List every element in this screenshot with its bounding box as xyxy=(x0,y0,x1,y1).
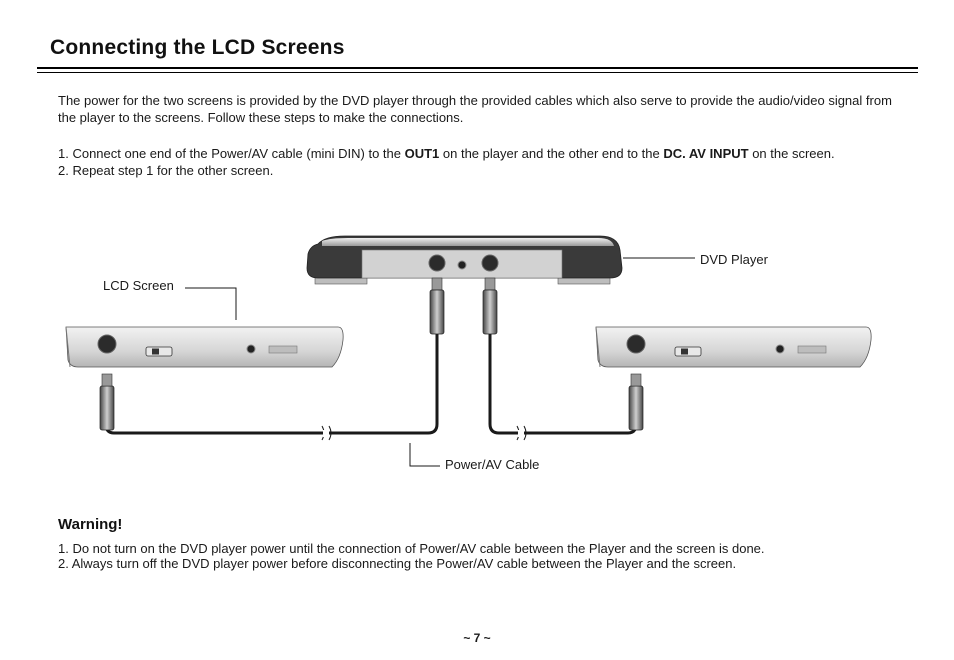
dvd-center-jack xyxy=(458,261,466,269)
cable-left-screen-plug-top xyxy=(102,374,112,386)
lcd-screen-label: LCD Screen xyxy=(103,278,174,293)
cable-left-screen-plug-body xyxy=(100,386,114,430)
page-title: Connecting the LCD Screens xyxy=(50,36,345,59)
lcd-left-volume-slot xyxy=(269,346,297,353)
lcd-label-leader xyxy=(185,288,236,320)
cable-left-plug-body xyxy=(430,290,444,334)
cable-left-plug-top xyxy=(432,278,442,290)
cable-right-break-gap xyxy=(518,430,524,437)
lcd-right-dc-av-port xyxy=(627,335,645,353)
dvd-player xyxy=(307,236,622,284)
cable-right-plug-body xyxy=(483,290,497,334)
step-2: 2. Repeat step 1 for the other screen. xyxy=(58,163,274,178)
warning-heading: Warning! xyxy=(58,516,123,533)
cable-right-plug-top xyxy=(485,278,495,290)
lcd-screen-right xyxy=(596,327,871,367)
dvd-top-bevel xyxy=(322,238,614,246)
step-1-text-c: on the screen. xyxy=(748,146,835,161)
lcd-left-dc-av-port xyxy=(98,335,116,353)
cable-label-leader xyxy=(410,443,440,466)
dvd-player-label: DVD Player xyxy=(700,252,768,267)
step-1-out1: OUT1 xyxy=(404,146,440,161)
intro-paragraph: The power for the two screens is provided by the DVD player through the provided cables which also serve to provide the audio/video signal from the player to the screens. Follow these steps to make the connections. xyxy=(58,93,892,125)
lcd-right-headphone-jack xyxy=(776,345,784,353)
dvd-out1-port xyxy=(429,255,445,271)
cable-right-screen-plug-body xyxy=(629,386,643,430)
dvd-out2-port xyxy=(482,255,498,271)
cable-right-screen-plug-top xyxy=(631,374,641,386)
warning-item-1: 1. Do not turn on the DVD player power until the connection of Power/AV cable between the Player and the screen is done. xyxy=(58,541,765,556)
cable-left-break-gap xyxy=(323,430,329,437)
lcd-right-volume-slot xyxy=(798,346,826,353)
lcd-left-power-knob xyxy=(152,349,159,355)
step-1-dc-av-input: DC. AV INPUT xyxy=(663,146,749,161)
lcd-left-headphone-jack xyxy=(247,345,255,353)
warning-item-2: 2. Always turn off the DVD player power before disconnecting the Power/AV cable between the Player and the screen. xyxy=(58,556,737,571)
power-av-cable-label: Power/AV Cable xyxy=(445,457,540,472)
step-1-text-b: on the player and the other end to the xyxy=(439,146,664,161)
page-number: ~ 7 ~ xyxy=(463,631,491,645)
step-1-text-a: 1. Connect one end of the Power/AV cable (mini DIN) to the xyxy=(58,146,405,161)
lcd-screen-left xyxy=(66,327,343,367)
lcd-right-power-knob xyxy=(681,349,688,355)
